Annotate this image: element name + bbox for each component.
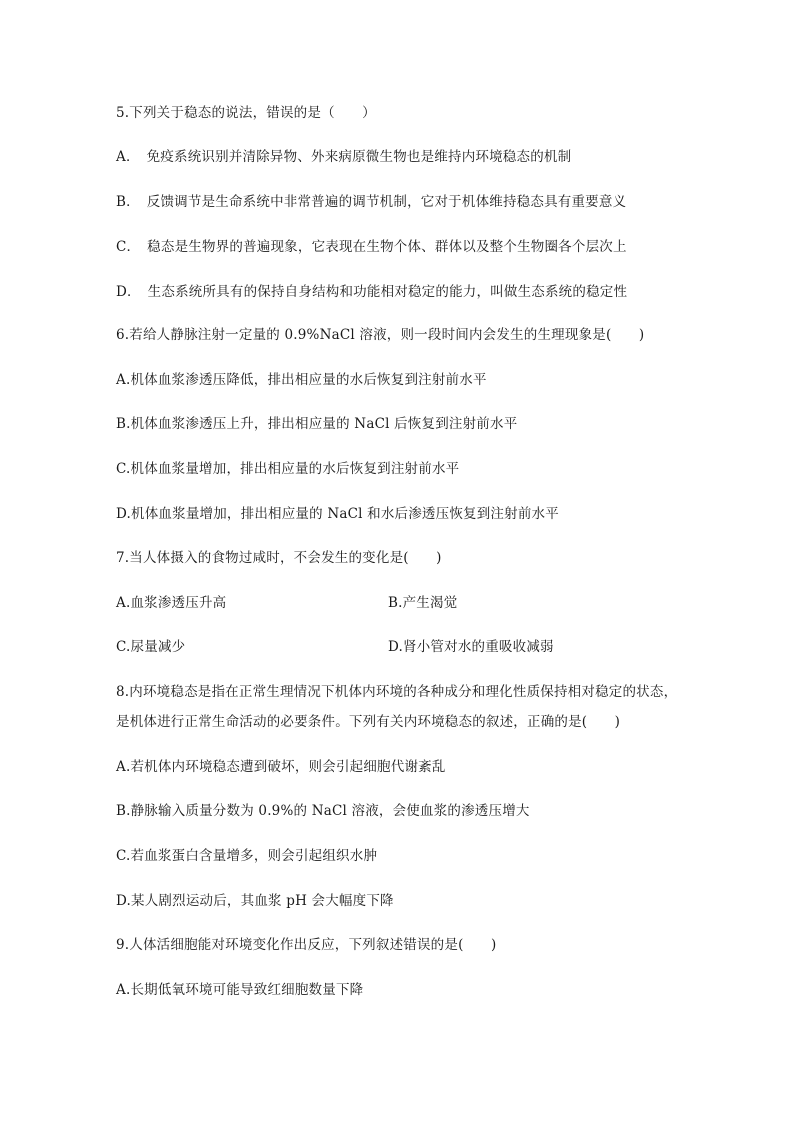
question-7-option-d: D.肾小管对水的重吸收减弱 [388,639,554,655]
question-6-option-a: A.机体血浆渗透压降低，排出相应量的水后恢复到注射前水平 [116,372,487,388]
question-9-option-a: A.长期低氧环境可能导致红细胞数量下降 [116,982,364,998]
question-7-option-a: A.血浆渗透压升高 [116,595,227,611]
question-5-option-c: C． 稳态是生物界的普遍现象，它表现在生物个体、群体以及整个生物圈各个层次上 [116,239,627,255]
question-8-stem-line-2: 是机体进行正常生命活动的必要条件。下列有关内环境稳态的叙述，正确的是( ) [116,714,621,730]
question-8-stem-line-1: 8.内环境稳态是指在正常生理情况下机体内环境的各种成分和理化性质保持相对稳定的状态， [116,684,678,700]
question-5-option-a: A． 免疫系统识别并清除异物、外来病原微生物也是维持内环境稳态的机制 [116,149,572,165]
question-8-option-b: B.静脉输入质量分数为 0.9%的 NaCl 溶液，会使血浆的渗透压增大 [116,803,530,819]
question-5-option-b: B． 反馈调节是生命系统中非常普遍的调节机制，它对于机体维持稳态具有重要意义 [116,194,627,210]
question-8-option-c: C.若血浆蛋白含量增多，则会引起组织水肿 [116,848,378,864]
question-5-stem: 5.下列关于稳态的说法，错误的是（ ） [116,105,376,121]
question-7-stem: 7.当人体摄入的食物过咸时，不会发生的变化是( ) [116,550,442,566]
question-9-stem: 9.人体活细胞能对环境变化作出反应，下列叙述错误的是( ) [116,937,497,953]
question-5-option-d: D． 生态系统所具有的保持自身结构和功能相对稳定的能力，叫做生态系统的稳定性 [116,284,628,300]
question-8-option-d: D.某人剧烈运动后，其血浆 pH 会大幅度下降 [116,893,394,909]
question-8-option-a: A.若机体内环境稳态遭到破坏，则会引起细胞代谢紊乱 [116,759,446,775]
question-7-option-b: B.产生渴觉 [388,595,458,611]
question-6-option-b: B.机体血浆渗透压上升，排出相应量的 NaCl 后恢复到注射前水平 [116,416,518,432]
question-6-option-d: D.机体血浆量增加，排出相应量的 NaCl 和水后渗透压恢复到注射前水平 [116,506,559,522]
question-7-option-c: C.尿量减少 [116,639,186,655]
question-6-option-c: C.机体血浆量增加，排出相应量的水后恢复到注射前水平 [116,461,460,477]
question-6-stem: 6.若给人静脉注射一定量的 0.9%NaCl 溶液，则一段时间内会发生的生理现象是( ) [116,327,645,343]
